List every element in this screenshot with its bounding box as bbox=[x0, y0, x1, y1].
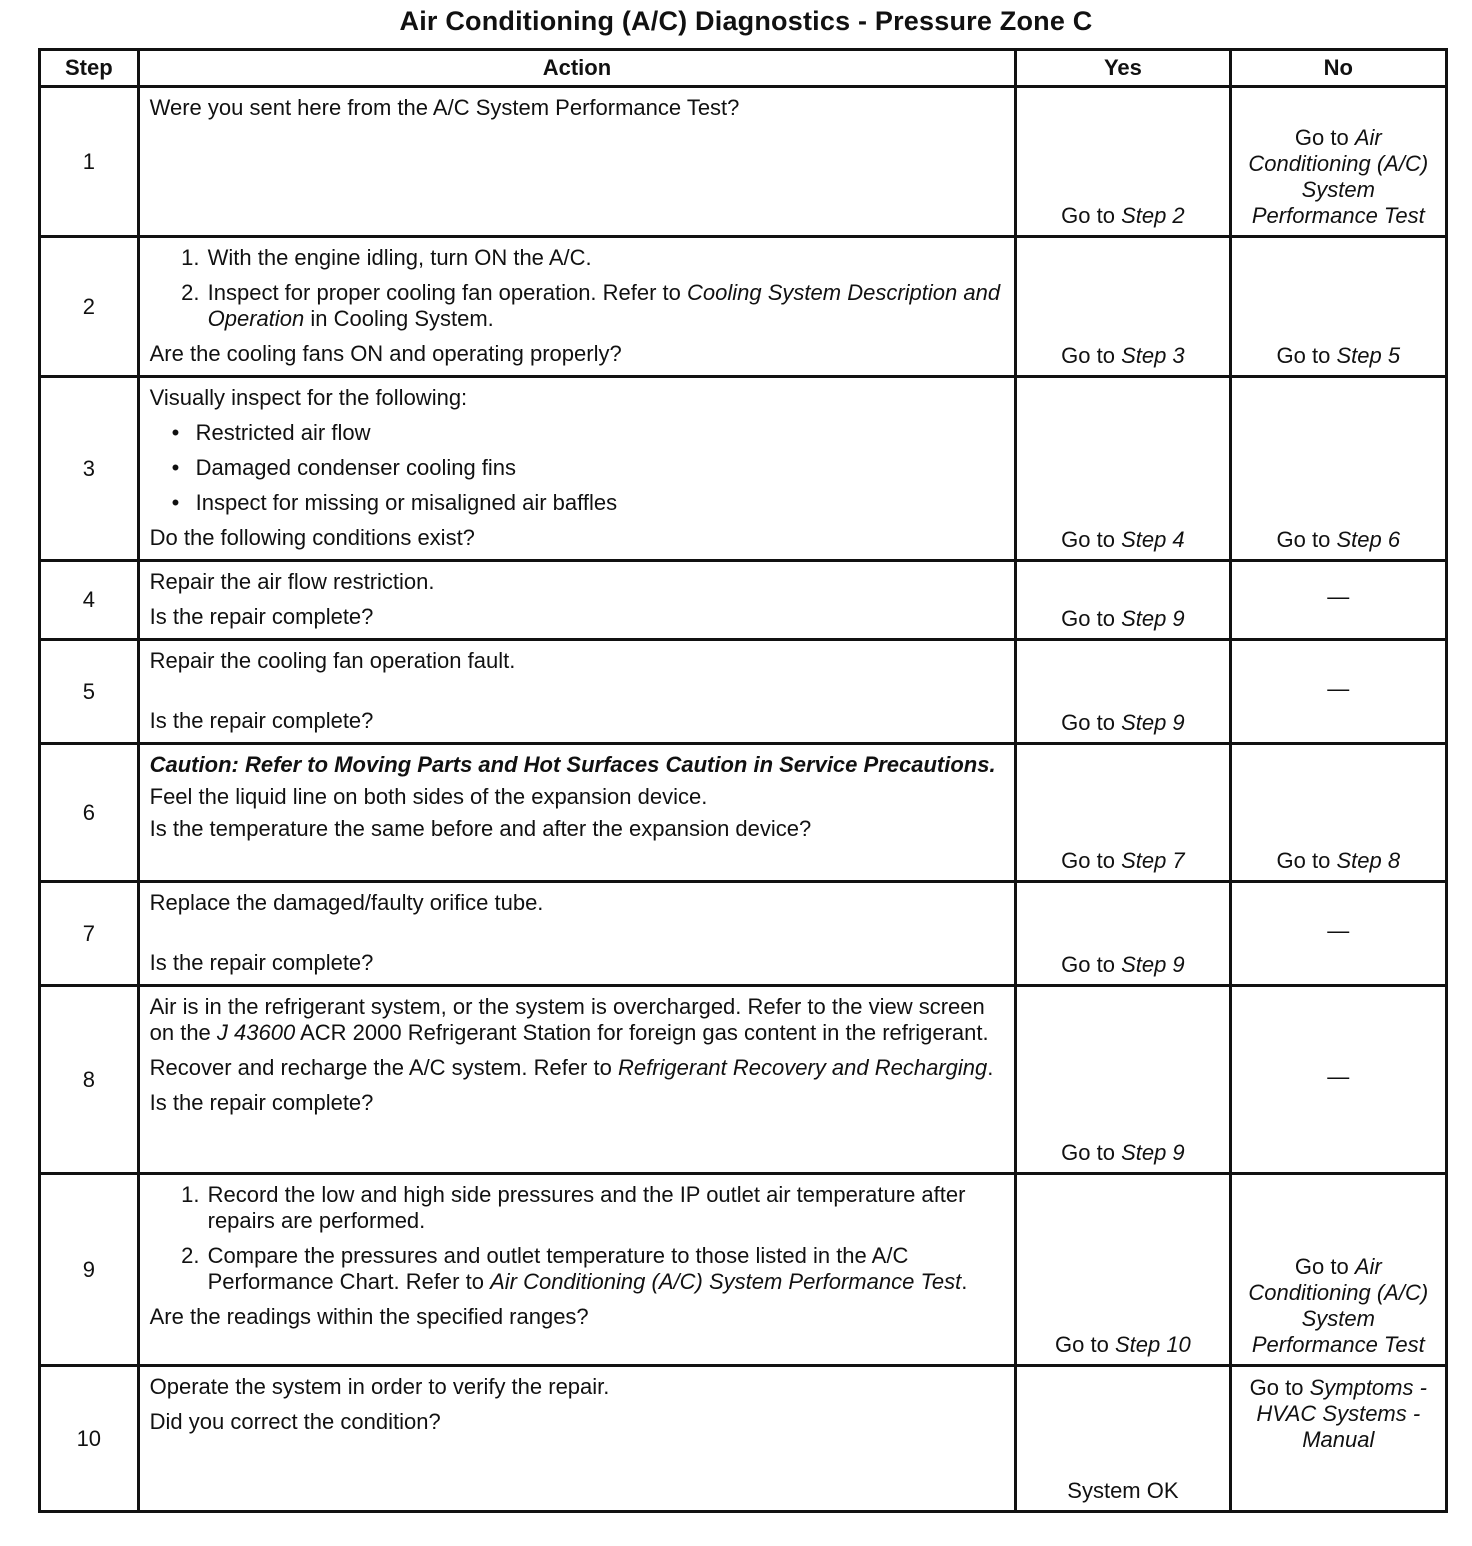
header-yes: Yes bbox=[1016, 50, 1230, 87]
yes-cell bbox=[1016, 986, 1230, 1174]
go-to-label: Go to bbox=[1055, 1332, 1115, 1357]
yes-step-link[interactable]: Step 2 bbox=[1121, 203, 1185, 228]
no-cell bbox=[1230, 882, 1446, 986]
step-number: 5 bbox=[40, 640, 139, 744]
question-text: Is the repair complete? bbox=[149, 604, 374, 629]
yes-cell bbox=[1016, 1366, 1230, 1512]
no-cell bbox=[1230, 87, 1446, 237]
go-to-label: Go to bbox=[1061, 203, 1122, 228]
yes-cell bbox=[1016, 1174, 1230, 1366]
procedure-link[interactable]: Refrigerant Recovery and Recharging bbox=[617, 1055, 988, 1080]
question-text: Do the following conditions exist? bbox=[149, 525, 475, 550]
no-dash: — bbox=[1327, 675, 1350, 701]
action-text: Repair the cooling fan operation fault. bbox=[149, 648, 516, 673]
yes-cell bbox=[1016, 87, 1230, 237]
go-to-label: Go to bbox=[1061, 1140, 1122, 1165]
table-row bbox=[40, 237, 1447, 377]
action-cell bbox=[138, 986, 1016, 1174]
yes-step-link[interactable]: Step 7 bbox=[1121, 848, 1185, 873]
table-row bbox=[40, 87, 1447, 237]
go-to-label: Go to bbox=[1276, 527, 1337, 552]
action-cell bbox=[138, 1174, 1016, 1366]
caution-text: Caution: Refer to Moving Parts and Hot Surfaces Caution in Service Precautions. bbox=[149, 752, 996, 777]
numbered-list bbox=[150, 245, 1005, 332]
table-row bbox=[40, 561, 1447, 640]
action-cell bbox=[138, 1366, 1016, 1512]
yes-step-link[interactable]: Step 9 bbox=[1121, 710, 1185, 735]
no-cell bbox=[1230, 237, 1446, 377]
no-cell bbox=[1230, 1174, 1446, 1366]
step-number: 10 bbox=[40, 1366, 139, 1512]
question-text: Is the repair complete? bbox=[149, 708, 374, 733]
header-no: No bbox=[1230, 50, 1446, 87]
go-to-label: Go to bbox=[1061, 952, 1122, 977]
no-procedure-link[interactable]: Air Conditioning (A/C) System Performance Test bbox=[1248, 125, 1429, 228]
no-cell bbox=[1230, 561, 1446, 640]
table-row bbox=[40, 1174, 1447, 1366]
diagnostic-table bbox=[38, 48, 1448, 1513]
system-ok-text: System OK bbox=[1067, 1478, 1179, 1503]
action-text: Replace the damaged/faulty orifice tube. bbox=[149, 890, 544, 915]
question-text: Are the readings within the specified ranges? bbox=[149, 1304, 589, 1329]
header-step: Step bbox=[40, 50, 139, 87]
header-action: Action bbox=[138, 50, 1016, 87]
step-number: 6 bbox=[40, 744, 139, 882]
action-text: Air is in the refrigerant system, or the system is overcharged. Refer to the view screen on the J 43600 ACR 2000 Refrigerant Station for foreign gas content in the refrigerant. bbox=[149, 994, 989, 1045]
go-to-label: Go to bbox=[1061, 527, 1122, 552]
no-dash: — bbox=[1327, 1063, 1350, 1089]
table-row bbox=[40, 1366, 1447, 1512]
page-title: Air Conditioning (A/C) Diagnostics - Pressure Zone C bbox=[399, 6, 1093, 36]
action-cell bbox=[138, 561, 1016, 640]
question-text: Is the repair complete? bbox=[149, 950, 374, 975]
table-row bbox=[40, 744, 1447, 882]
question-text: Did you correct the condition? bbox=[149, 1409, 441, 1434]
go-to-label: Go to bbox=[1061, 606, 1122, 631]
table-row bbox=[40, 986, 1447, 1174]
step-number: 4 bbox=[40, 561, 139, 640]
yes-step-link[interactable]: Step 9 bbox=[1121, 1140, 1185, 1165]
procedure-link[interactable]: Air Conditioning (A/C) System Performance Test bbox=[490, 1269, 962, 1294]
yes-cell bbox=[1016, 882, 1230, 986]
no-cell bbox=[1230, 744, 1446, 882]
yes-step-link[interactable]: Step 4 bbox=[1121, 527, 1185, 552]
list-item: • Restricted air flow bbox=[196, 420, 1005, 446]
yes-cell bbox=[1016, 561, 1230, 640]
go-to-label: Go to bbox=[1061, 343, 1122, 368]
no-cell bbox=[1230, 640, 1446, 744]
intro-text: Visually inspect for the following: bbox=[149, 385, 468, 410]
question-text: Is the repair complete? bbox=[149, 1090, 374, 1115]
go-to-label: Go to bbox=[1276, 343, 1337, 368]
numbered-list bbox=[150, 1182, 1005, 1295]
no-dash: — bbox=[1327, 584, 1350, 609]
no-procedure-link[interactable]: Air Conditioning (A/C) System Performance Test bbox=[1248, 1254, 1429, 1357]
no-cell bbox=[1230, 377, 1446, 561]
action-text: Operate the system in order to verify the repair. bbox=[149, 1374, 610, 1399]
list-item: • Inspect for missing or misaligned air baffles bbox=[196, 490, 1005, 516]
table-row bbox=[40, 377, 1447, 561]
action-text: Repair the air flow restriction. bbox=[149, 569, 435, 594]
procedure-link[interactable]: Cooling System Description and Operation bbox=[207, 280, 1001, 331]
yes-cell bbox=[1016, 377, 1230, 561]
yes-cell bbox=[1016, 744, 1230, 882]
list-item: 2. Compare the pressures and outlet temperature to those listed in the A/C Performance Chart. Refer to Air Conditioning (A/C) System Performance Test. bbox=[206, 1243, 1005, 1295]
action-text: Recover and recharge the A/C system. Refer to Refrigerant Recovery and Recharging. bbox=[149, 1055, 994, 1080]
list-item: • Damaged condenser cooling fins bbox=[196, 455, 1005, 481]
action-cell bbox=[138, 640, 1016, 744]
no-dash: — bbox=[1327, 917, 1350, 943]
question-text: Is the temperature the same before and after the expansion device? bbox=[149, 816, 812, 841]
step-number: 7 bbox=[40, 882, 139, 986]
table-row bbox=[40, 882, 1447, 986]
yes-step-link[interactable]: Step 10 bbox=[1114, 1332, 1191, 1357]
list-item: 2. Inspect for proper cooling fan operation. Refer to Cooling System Description and Operation in Cooling System. bbox=[206, 280, 1005, 332]
no-step-link[interactable]: Step 8 bbox=[1336, 848, 1401, 873]
yes-step-link[interactable]: Step 3 bbox=[1121, 343, 1185, 368]
question-text: Were you sent here from the A/C System Performance Test? bbox=[149, 95, 740, 120]
step-number: 2 bbox=[40, 237, 139, 377]
step-number: 3 bbox=[40, 377, 139, 561]
list-item: 1. Record the low and high side pressures and the IP outlet air temperature after repairs are performed. bbox=[206, 1182, 1005, 1234]
tool-reference: J 43600 bbox=[216, 1020, 296, 1045]
yes-cell bbox=[1016, 237, 1230, 377]
action-cell bbox=[138, 377, 1016, 561]
action-cell bbox=[138, 237, 1016, 377]
step-number: 8 bbox=[40, 986, 139, 1174]
step-number: 1 bbox=[40, 87, 139, 237]
no-cell bbox=[1230, 1366, 1446, 1512]
action-cell bbox=[138, 87, 1016, 237]
bullet-list bbox=[150, 420, 1005, 516]
step-number: 9 bbox=[40, 1174, 139, 1366]
go-to-label: Go to bbox=[1294, 1254, 1355, 1279]
go-to-label: Go to bbox=[1294, 125, 1355, 150]
no-step-link[interactable]: Step 6 bbox=[1336, 527, 1401, 552]
no-cell bbox=[1230, 986, 1446, 1174]
table-header-row bbox=[40, 50, 1447, 87]
question-text: Are the cooling fans ON and operating properly? bbox=[149, 341, 622, 366]
go-to-label: Go to bbox=[1061, 710, 1122, 735]
go-to-label: Go to bbox=[1276, 848, 1337, 873]
yes-step-link[interactable]: Step 9 bbox=[1121, 952, 1185, 977]
go-to-label: Go to bbox=[1061, 848, 1122, 873]
list-item: 1. With the engine idling, turn ON the A/C. bbox=[206, 245, 1005, 271]
no-step-link[interactable]: Step 5 bbox=[1336, 343, 1401, 368]
action-cell bbox=[138, 744, 1016, 882]
yes-cell bbox=[1016, 640, 1230, 744]
no-procedure-link[interactable]: Symptoms - HVAC Systems - Manual bbox=[1256, 1375, 1427, 1452]
action-cell bbox=[138, 882, 1016, 986]
go-to-label: Go to bbox=[1249, 1375, 1310, 1400]
yes-step-link[interactable]: Step 9 bbox=[1121, 606, 1185, 631]
table-row bbox=[40, 640, 1447, 744]
action-text: Feel the liquid line on both sides of the expansion device. bbox=[149, 784, 708, 809]
